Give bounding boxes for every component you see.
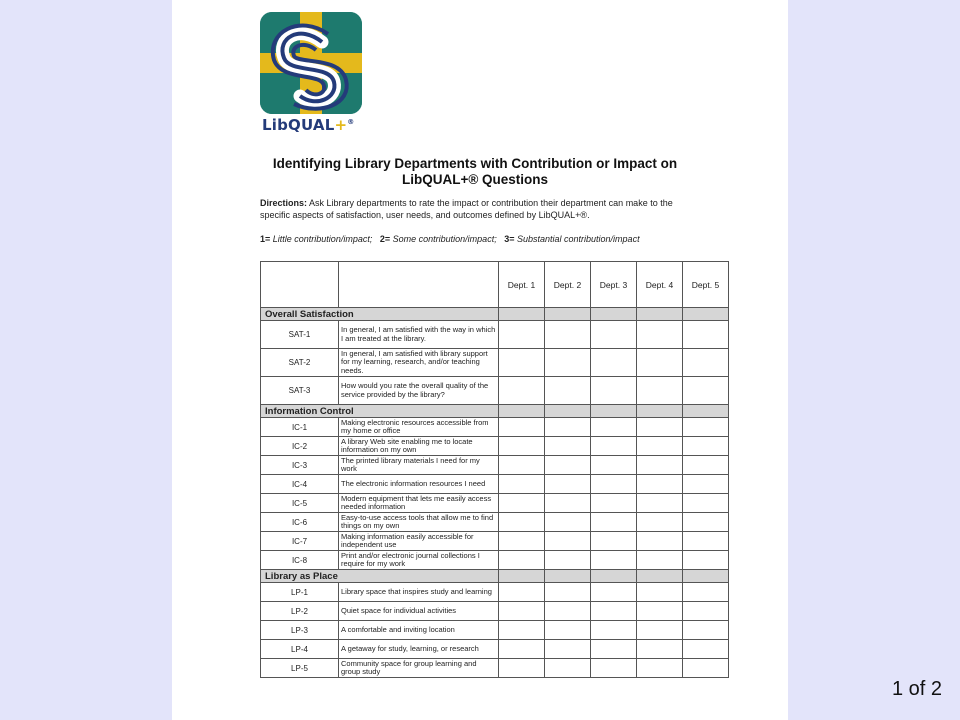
table-row — [261, 494, 729, 513]
table-row — [261, 513, 729, 532]
rating-cell[interactable] — [591, 532, 637, 551]
rating-cell[interactable] — [499, 583, 545, 602]
logo-wordmark-text: LibQUAL — [262, 116, 335, 134]
header-dept-2: Dept. 2 — [545, 262, 591, 308]
scale-text-1: Little contribution/impact; — [272, 234, 373, 244]
header-blank-question — [339, 262, 499, 308]
document-title-line-1: Identifying Library Departments with Contribution or Impact on — [272, 156, 678, 171]
rating-cell[interactable] — [545, 583, 591, 602]
rating-cell[interactable] — [499, 418, 545, 437]
rating-cell[interactable] — [683, 621, 729, 640]
section-cell — [683, 308, 729, 321]
rating-cell[interactable] — [637, 475, 683, 494]
document-page — [172, 0, 788, 720]
rating-cell[interactable] — [637, 418, 683, 437]
logo-plus: + — [334, 116, 348, 134]
section-row — [261, 308, 729, 321]
rating-cell[interactable] — [637, 583, 683, 602]
directions-label: Directions: — [260, 198, 308, 208]
rating-cell[interactable] — [591, 418, 637, 437]
section-row — [261, 405, 729, 418]
scale-text-3: Substantial contribution/impact — [517, 234, 640, 244]
table-row — [261, 621, 729, 640]
header-dept-3: Dept. 3 — [591, 262, 637, 308]
rating-cell[interactable] — [545, 418, 591, 437]
rating-cell[interactable] — [637, 494, 683, 513]
rating-cell[interactable] — [499, 532, 545, 551]
section-cell — [499, 570, 545, 583]
rating-scale — [260, 234, 720, 244]
rating-cell[interactable] — [499, 602, 545, 621]
question-text: Making electronic resources accessible from my home or office — [339, 418, 499, 437]
rating-cell[interactable] — [545, 437, 591, 456]
rating-cell[interactable] — [591, 377, 637, 405]
rating-cell[interactable] — [499, 456, 545, 475]
rating-cell[interactable] — [499, 321, 545, 349]
rating-cell[interactable] — [545, 551, 591, 570]
section-title: Information Control — [261, 405, 499, 418]
table-row — [261, 583, 729, 602]
question-code: IC-4 — [261, 475, 339, 494]
rating-cell[interactable] — [637, 602, 683, 621]
question-code: LP-3 — [261, 621, 339, 640]
rating-cell[interactable] — [545, 659, 591, 678]
rating-cell[interactable] — [637, 349, 683, 377]
table-row — [261, 551, 729, 570]
rating-cell[interactable] — [499, 377, 545, 405]
question-code: SAT-2 — [261, 349, 339, 377]
table-row — [261, 640, 729, 659]
question-text: How would you rate the overall quality of the service provided by the library? — [339, 377, 499, 405]
question-text: A library Web site enabling me to locate information on my own — [339, 437, 499, 456]
libqual-wordmark — [262, 116, 354, 134]
rating-cell[interactable] — [499, 640, 545, 659]
section-cell — [637, 308, 683, 321]
question-text: Community space for group learning and group study — [339, 659, 499, 678]
table-row — [261, 349, 729, 377]
rating-cell[interactable] — [591, 659, 637, 678]
scale-number-2: 2= — [379, 234, 391, 244]
rating-cell[interactable] — [683, 418, 729, 437]
section-title: Overall Satisfaction — [261, 308, 499, 321]
header-blank-code — [261, 262, 339, 308]
rating-cell[interactable] — [591, 602, 637, 621]
directions-paragraph — [260, 197, 700, 221]
rating-cell[interactable] — [637, 551, 683, 570]
table-row — [261, 475, 729, 494]
section-cell — [545, 308, 591, 321]
question-text: The printed library materials I need for my work — [339, 456, 499, 475]
section-row — [261, 570, 729, 583]
table-row — [261, 532, 729, 551]
rating-cell[interactable] — [591, 640, 637, 659]
section-cell — [545, 570, 591, 583]
rating-cell[interactable] — [683, 602, 729, 621]
question-text: In general, I am satisfied with library support for my learning, research, and/or teaching needs. — [339, 349, 499, 377]
scale-number-1: 1= — [260, 234, 271, 244]
rating-cell[interactable] — [683, 532, 729, 551]
rating-cell[interactable] — [545, 640, 591, 659]
rating-cell[interactable] — [545, 377, 591, 405]
rating-cell[interactable] — [683, 494, 729, 513]
rating-cell[interactable] — [637, 640, 683, 659]
rating-cell[interactable] — [499, 494, 545, 513]
question-text: A comfortable and inviting location — [339, 621, 499, 640]
rating-cell[interactable] — [591, 494, 637, 513]
question-text: The electronic information resources I need — [339, 475, 499, 494]
section-cell — [499, 405, 545, 418]
rating-cell[interactable] — [591, 321, 637, 349]
rating-cell[interactable] — [545, 532, 591, 551]
rating-cell[interactable] — [683, 475, 729, 494]
rating-cell[interactable] — [591, 583, 637, 602]
rating-cell[interactable] — [499, 475, 545, 494]
rating-cell[interactable] — [545, 349, 591, 377]
question-code: IC-8 — [261, 551, 339, 570]
document-title — [260, 156, 690, 188]
section-cell — [591, 308, 637, 321]
libqual-logo — [260, 12, 362, 136]
rating-cell[interactable] — [637, 437, 683, 456]
scale-number-3: 3= — [504, 234, 515, 244]
header-dept-5: Dept. 5 — [683, 262, 729, 308]
table-row — [261, 418, 729, 437]
question-code: IC-7 — [261, 532, 339, 551]
question-text: Print and/or electronic journal collections I require for my work — [339, 551, 499, 570]
table-row — [261, 377, 729, 405]
section-cell — [591, 570, 637, 583]
section-title: Library as Place — [261, 570, 499, 583]
rating-cell[interactable] — [545, 621, 591, 640]
table-row — [261, 437, 729, 456]
rating-cell[interactable] — [591, 456, 637, 475]
question-text: A getaway for study, learning, or research — [339, 640, 499, 659]
rating-cell[interactable] — [545, 456, 591, 475]
rating-cell[interactable] — [637, 621, 683, 640]
rating-cell[interactable] — [591, 621, 637, 640]
section-cell — [637, 405, 683, 418]
header-dept-4: Dept. 4 — [637, 262, 683, 308]
department-rating-table — [260, 261, 729, 678]
rating-cell[interactable] — [591, 475, 637, 494]
rating-cell[interactable] — [637, 321, 683, 349]
section-cell — [545, 405, 591, 418]
document-title-line-2: LibQUAL+® Questions — [401, 172, 549, 187]
section-cell — [683, 405, 729, 418]
rating-cell[interactable] — [683, 659, 729, 678]
question-code: LP-1 — [261, 583, 339, 602]
rating-cell[interactable] — [683, 456, 729, 475]
question-code: IC-2 — [261, 437, 339, 456]
rating-cell[interactable] — [545, 494, 591, 513]
question-code: LP-5 — [261, 659, 339, 678]
rating-cell[interactable] — [637, 513, 683, 532]
rating-cell[interactable] — [637, 377, 683, 405]
rating-cell[interactable] — [591, 349, 637, 377]
question-code: IC-6 — [261, 513, 339, 532]
table-row — [261, 602, 729, 621]
table-row — [261, 659, 729, 678]
rating-cell[interactable] — [683, 513, 729, 532]
table-body — [261, 308, 729, 678]
question-code: SAT-1 — [261, 321, 339, 349]
rating-cell[interactable] — [499, 437, 545, 456]
table-row — [261, 456, 729, 475]
rating-cell[interactable] — [683, 583, 729, 602]
logo-registered-mark: ® — [347, 118, 355, 126]
question-text: Library space that inspires study and learning — [339, 583, 499, 602]
rating-cell[interactable] — [683, 349, 729, 377]
table-header-row — [261, 262, 729, 308]
rating-cell[interactable] — [545, 475, 591, 494]
question-text: Quiet space for individual activities — [339, 602, 499, 621]
rating-cell[interactable] — [637, 456, 683, 475]
question-code: SAT-3 — [261, 377, 339, 405]
rating-cell[interactable] — [545, 321, 591, 349]
header-dept-1: Dept. 1 — [499, 262, 545, 308]
question-code: IC-1 — [261, 418, 339, 437]
question-text: In general, I am satisfied with the way in which I am treated at the library. — [339, 321, 499, 349]
question-code: LP-4 — [261, 640, 339, 659]
question-code: LP-2 — [261, 602, 339, 621]
section-cell — [499, 308, 545, 321]
rating-cell[interactable] — [545, 513, 591, 532]
rating-cell[interactable] — [683, 321, 729, 349]
directions-text: Ask Library departments to rate the impact or contribution their department can make to the specific aspects of satisfaction, user needs, and outcomes defined by LibQUAL+®. — [260, 198, 673, 220]
question-code: IC-5 — [261, 494, 339, 513]
rating-cell[interactable] — [499, 659, 545, 678]
rating-cell[interactable] — [683, 551, 729, 570]
table-row — [261, 321, 729, 349]
scale-text-2: Some contribution/impact; — [392, 234, 497, 244]
rating-cell[interactable] — [591, 551, 637, 570]
rating-cell[interactable] — [637, 659, 683, 678]
rating-cell[interactable] — [591, 437, 637, 456]
question-text: Modern equipment that lets me easily access needed information — [339, 494, 499, 513]
section-cell — [637, 570, 683, 583]
section-cell — [591, 405, 637, 418]
page-indicator: 1 of 2 — [891, 678, 942, 700]
rating-cell[interactable] — [499, 513, 545, 532]
rating-cell[interactable] — [683, 640, 729, 659]
rating-cell[interactable] — [683, 437, 729, 456]
rating-cell[interactable] — [499, 551, 545, 570]
rating-cell[interactable] — [499, 349, 545, 377]
rating-cell[interactable] — [499, 621, 545, 640]
question-text: Making information easily accessible for independent use — [339, 532, 499, 551]
question-code: IC-3 — [261, 456, 339, 475]
rating-cell[interactable] — [545, 602, 591, 621]
question-text: Easy-to-use access tools that allow me to find things on my own — [339, 513, 499, 532]
libqual-logo-mark-icon — [260, 12, 362, 114]
rating-cell[interactable] — [683, 377, 729, 405]
rating-cell[interactable] — [591, 513, 637, 532]
section-cell — [683, 570, 729, 583]
rating-cell[interactable] — [637, 532, 683, 551]
